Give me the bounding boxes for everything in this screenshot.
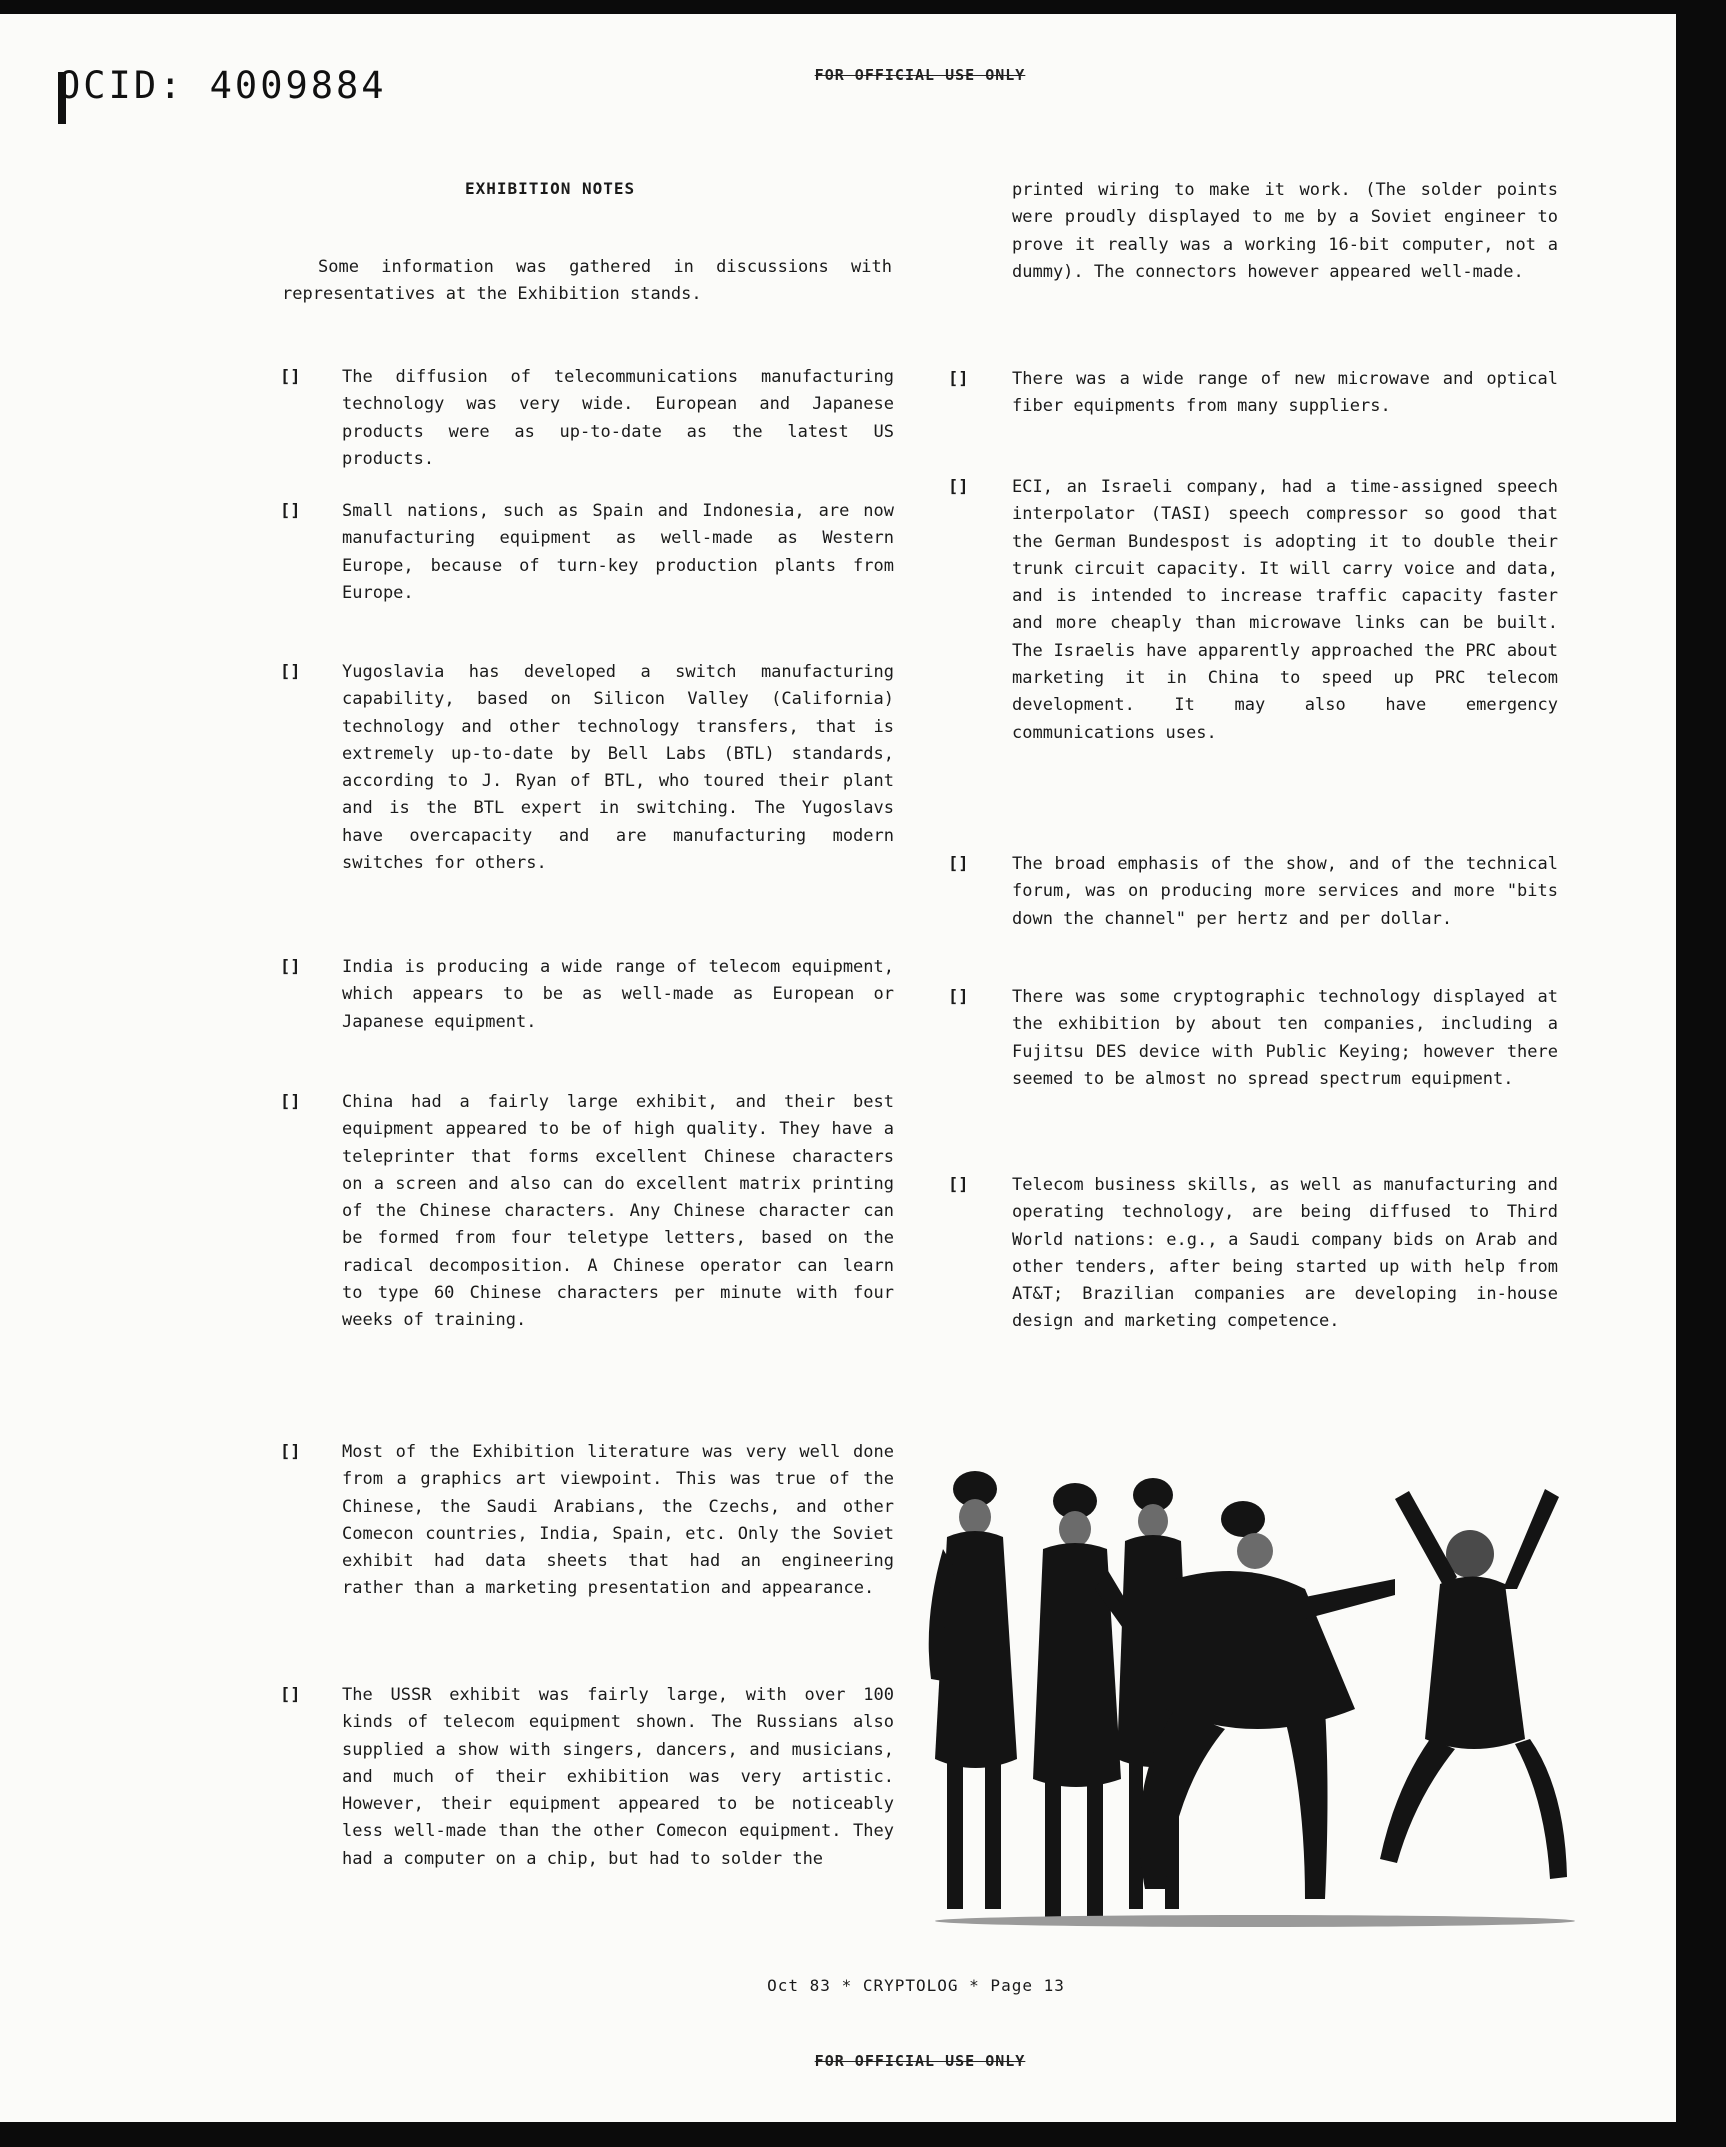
dancer-figure [1380, 1489, 1567, 1879]
list-item [282, 1682, 894, 1873]
list-item [948, 984, 1558, 1093]
list-item [948, 366, 1558, 421]
cossack-dancers-illustration [925, 1459, 1590, 1929]
bullet-marker: [] [280, 501, 301, 521]
bullet-marker: [] [280, 957, 301, 977]
bullet-marker: [] [280, 1442, 301, 1462]
bullet-marker: [] [948, 1175, 969, 1195]
list-item-text: Small nations, such as Spain and Indonesia, are now manufacturing equipment as well-made as Western Europe, because of turn-key production plants from Europe. [342, 501, 894, 603]
page-footer: Oct 83 * CRYPTOLOG * Page 13 [767, 1976, 1065, 1995]
classification-header: FOR OFFICIAL USE ONLY [814, 66, 1026, 84]
bullet-marker: [] [948, 477, 969, 497]
list-item-text: The broad emphasis of the show, and of the technical forum, was on producing more services and more "bits down the channel" per hertz and per dollar. [1012, 854, 1558, 929]
list-item-text: Telecom business skills, as well as manufacturing and operating technology, are being diffused to Third World nations: e.g., a Saudi company bids on Arab and other tenders, after being started up with help from AT&T; Brazilian companies are developing in-house design and marketing competence. [1012, 1175, 1558, 1332]
list-item [282, 659, 894, 877]
bullet-marker: [] [280, 1092, 301, 1112]
list-item-text: India is producing a wide range of telecom equipment, which appears to be as well-made as European or Japanese equipment. [342, 957, 894, 1032]
dancer-figure [929, 1471, 1017, 1909]
list-item [282, 954, 894, 1036]
bullet-marker: [] [280, 1685, 301, 1705]
list-item-text: The diffusion of telecommunications manufacturing technology was very wide. European and Japanese products were as up-to-date as the latest US products. [342, 367, 894, 469]
list-item-text: Most of the Exhibition literature was very well done from a graphics art viewpoint. This was true of the Chinese, the Saudi Arabians, the Czechs, and other Comecon countries, India, Spain, etc. Only the Soviet exhibit had data sheets that had an engineering rather than a marketing presentation and appearance. [342, 1442, 894, 1599]
bullet-marker: [] [948, 987, 969, 1007]
section-title: EXHIBITION NOTES [465, 179, 636, 198]
list-item-text: China had a fairly large exhibit, and their best equipment appeared to be of high quality. They have a teleprinter that forms excellent Chinese characters on a screen and also can do excellent matrix printing of the Chinese characters. Any Chinese character can be formed from four teletype letters, based on the radical decomposition. A Chinese operator can learn to type 60 Chinese characters per minute with four weeks of training. [342, 1092, 894, 1331]
list-item-text: ECI, an Israeli company, had a time-assigned speech interpolator (TASI) speech compressor so good that the German Bundespost is adopting it to double their trunk circuit capacity. It will carry voice and data, and is intended to increase traffic capacity faster and more cheaply than microwave links can be built. The Israelis have apparently approached the PRC about marketing it in China to speed up PRC telecom development. It may also have emergency communications uses. [1012, 477, 1558, 743]
list-item-text: There was a wide range of new microwave and optical fiber equipments from many suppliers. [1012, 369, 1558, 417]
bullet-marker: [] [948, 854, 969, 874]
list-item [282, 1089, 894, 1335]
list-item [282, 364, 894, 473]
list-item-text: Yugoslavia has developed a switch manufacturing capability, based on Silicon Valley (California) technology and other technology transfers, that is extremely up-to-date by Bell Labs (BTL) standards, according to J. Ryan of BTL, who toured their plant and is the BTL expert in switching. The Yugoslavs have overcapacity and are manufacturing modern switches for others. [342, 662, 894, 874]
bullet-marker: [] [280, 367, 301, 387]
list-item-text: There was some cryptographic technology displayed at the exhibition by about ten companies, including a Fujitsu DES device with Public Keying; however there seemed to be almost no spread spectrum equipment. [1012, 987, 1558, 1089]
continued-paragraph [1012, 177, 1558, 286]
continued-text: printed wiring to make it work. (The solder points were proudly displayed to me by a Soviet engineer to prove it really was a working 16-bit computer, not a dummy). The connectors however appeared well-made. [1012, 180, 1558, 282]
intro-paragraph: Some information was gathered in discussions with representatives at the Exhibition stands. [282, 257, 892, 304]
list-item [282, 498, 894, 607]
bullet-marker: [] [280, 662, 301, 682]
list-item [948, 1172, 1558, 1336]
list-item [282, 1439, 894, 1603]
classification-footer: FOR OFFICIAL USE ONLY [814, 2052, 1026, 2070]
document-page [0, 14, 1676, 2122]
bullet-marker: [] [948, 369, 969, 389]
list-item [948, 474, 1558, 747]
document-id: OCID: 4009884 [58, 64, 387, 107]
list-item-text: The USSR exhibit was fairly large, with over 100 kinds of telecom equipment shown. The Russians also supplied a show with singers, dancers, and musicians, and much of their exhibition was very artistic. However, their equipment appeared to be noticeably less well-made than the other Comecon equipment. They had a computer on a chip, but had to solder the [342, 1685, 894, 1869]
list-item [948, 851, 1558, 933]
